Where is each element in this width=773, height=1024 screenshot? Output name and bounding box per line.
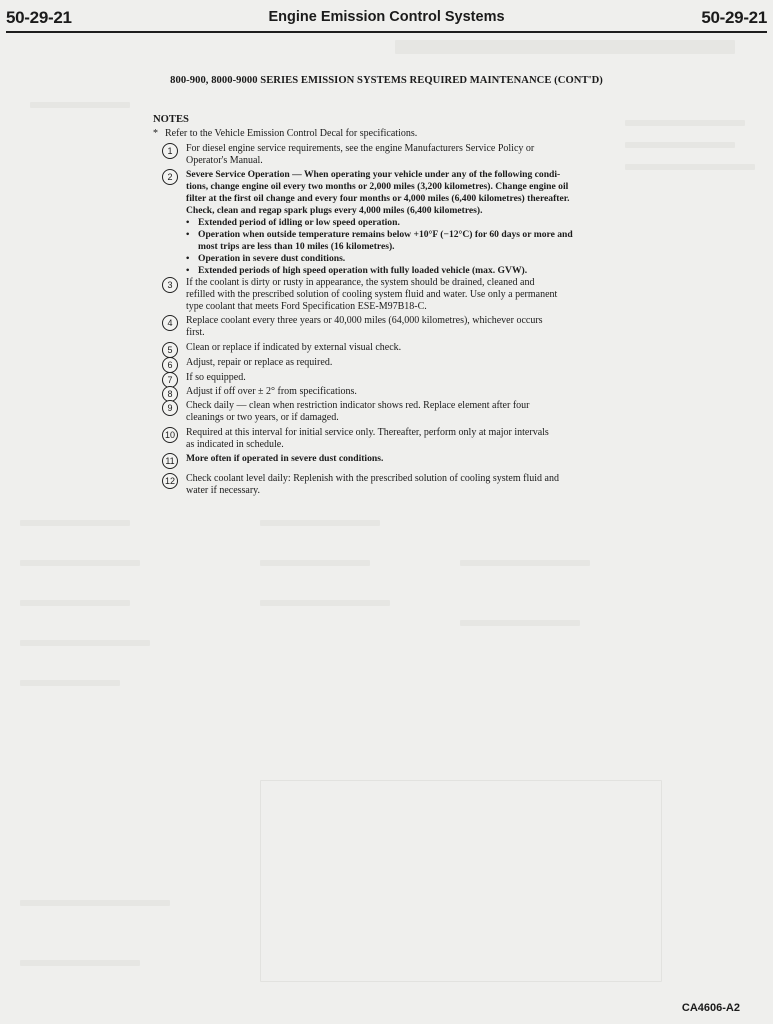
header-rule xyxy=(6,31,767,33)
note-number-5: 5 xyxy=(162,342,178,358)
note-2-bullet-3: • Operation in severe dust conditions. xyxy=(186,253,346,264)
asterisk-note-text: Refer to the Vehicle Emission Control Decal for specifications. xyxy=(165,128,418,139)
note-2-line-3: filter at the first oil change and every four months or 4,000 miles (6,400 kilometres) thereafter. xyxy=(186,193,570,204)
note-number-12: 12 xyxy=(162,473,178,489)
note-number-10: 10 xyxy=(162,427,178,443)
note-12-line-2: water if necessary. xyxy=(186,485,261,496)
note-2-bullet-1: • Extended period of idling or low speed operation. xyxy=(186,217,400,228)
note-4-line-1: Replace coolant every three years or 40,000 miles (64,000 kilometres), whichever occurs xyxy=(186,315,543,326)
asterisk-note xyxy=(153,128,417,139)
asterisk-marker: * xyxy=(153,128,158,139)
note-9-line-1: Check daily — clean when restriction indicator shows red. Replace element after four xyxy=(186,400,530,411)
note-1-line-1: For diesel engine service requirements, see the engine Manufacturers Service Policy or xyxy=(186,143,535,154)
note-4-line-2: first. xyxy=(186,327,205,338)
page-number-left: 50-29-21 xyxy=(6,8,72,27)
note-2-line-2: tions, change engine oil every two months or 2,000 miles (3,200 kilometres). Change engine oil xyxy=(186,181,569,192)
note-8-line-1: Adjust if off over ± 2° from specifications. xyxy=(186,386,357,397)
note-number-7: 7 xyxy=(162,372,178,388)
note-10-line-2: as indicated in schedule. xyxy=(186,439,284,450)
note-2-line-1: Severe Service Operation — When operating your vehicle under any of the following condi- xyxy=(186,169,561,180)
note-2-bullet-4: • Extended periods of high speed operation with fully loaded vehicle (max. GVW). xyxy=(186,265,528,276)
note-number-8: 8 xyxy=(162,386,178,402)
note-12-line-1: Check coolant level daily: Replenish with the prescribed solution of cooling system fluid and xyxy=(186,473,559,484)
page-header xyxy=(0,6,773,32)
note-number-11: 11 xyxy=(162,453,178,469)
figure-code: CA4606-A2 xyxy=(681,1002,740,1014)
page-number-right: 50-29-21 xyxy=(701,8,767,27)
note-1-line-2: Operator's Manual. xyxy=(186,155,263,166)
note-7-line-1: If so equipped. xyxy=(186,372,246,383)
note-2-bullet-2: • Operation when outside temperature remains below +10°F (−12°C) for 60 days or more and xyxy=(186,229,573,240)
note-number-2: 2 xyxy=(162,169,178,185)
note-3-line-1: If the coolant is dirty or rusty in appearance, the system should be drained, cleaned and xyxy=(186,277,535,288)
note-2-line-4: Check, clean and regap spark plugs every 4,000 miles (6,400 kilometres). xyxy=(186,205,483,216)
note-3-line-3: type coolant that meets Ford Specification ESE-M97B18-C. xyxy=(186,301,427,312)
note-number-1: 1 xyxy=(162,143,178,159)
note-6-line-1: Adjust, repair or replace as required. xyxy=(186,357,333,368)
note-11-line-1: More often if operated in severe dust conditions. xyxy=(186,453,384,464)
note-number-4: 4 xyxy=(162,315,178,331)
section-title: 800-900, 8000-9000 SERIES EMISSION SYSTEMS REQUIRED MAINTENANCE (CONT'D) xyxy=(170,75,603,86)
notes-heading: NOTES xyxy=(153,114,189,125)
note-number-9: 9 xyxy=(162,400,178,416)
note-number-6: 6 xyxy=(162,357,178,373)
note-2-bullet-2-line-2: most trips are less than 10 miles (16 kilometres). xyxy=(198,241,395,252)
note-10-line-1: Required at this interval for initial service only. Thereafter, perform only at major intervals xyxy=(186,427,549,438)
note-9-line-2: cleanings or two years, or if damaged. xyxy=(186,412,339,423)
page-title: Engine Emission Control Systems xyxy=(268,9,505,25)
note-5-line-1: Clean or replace if indicated by external visual check. xyxy=(186,342,402,353)
note-3-line-2: refilled with the prescribed solution of cooling system fluid and water. Use only a permanent xyxy=(186,289,558,300)
note-number-3: 3 xyxy=(162,277,178,293)
